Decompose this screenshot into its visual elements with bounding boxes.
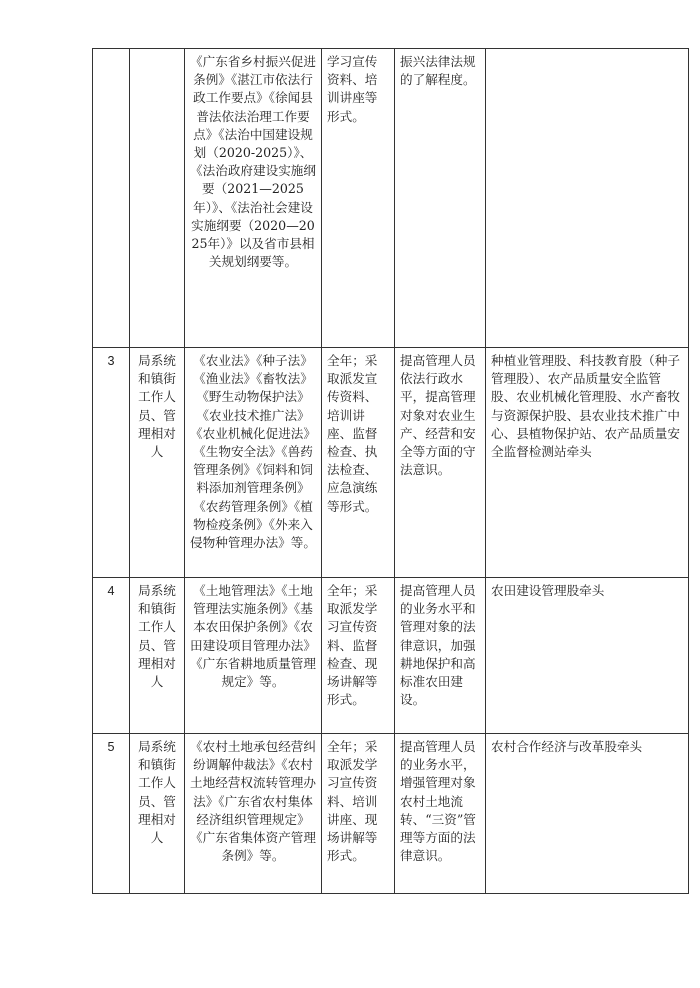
responsible-cell: 农田建设管理股牵头	[486, 578, 689, 734]
goal-cell: 提高管理人员的业务水平，增强管理对象农村土地流转、“三资”管理等方面的法律意识。	[395, 734, 486, 894]
table-row	[93, 348, 689, 578]
target-cell: 局系统和镇街工作人员、管理相对人	[130, 348, 185, 578]
laws-cell: 《土地管理法》《土地管理法实施条例》《基本农田保护条例》《农田建设项目管理办法》《广东省耕地质量管理规定》等。	[185, 578, 322, 734]
plan-table	[92, 48, 689, 894]
goal-cell: 振兴法律法规的了解程度。	[395, 49, 486, 348]
laws-cell: 《农业法》《种子法》《渔业法》《畜牧法》《野生动物保护法》《农业技术推广法》《农业机械化促进法》《生物安全法》《兽药管理条例》《饲料和饲料添加剂管理条例》《农药管理条例》《植物检疫条例》《外来入侵物种管理办法》等。	[185, 348, 322, 578]
target-cell: 局系统和镇街工作人员、管理相对人	[130, 734, 185, 894]
row-number: 5	[93, 734, 130, 894]
method-cell: 全年；采取派发宣传资料、培训讲座、监督检查、执法检查、应急演练等形式。	[322, 348, 395, 578]
row-number: 4	[93, 578, 130, 734]
method-cell: 全年；采取派发学习宣传资料、培训讲座、现场讲解等形式。	[322, 734, 395, 894]
laws-cell: 《广东省乡村振兴促进条例》《湛江市依法行政工作要点》《徐闻县普法依法治理工作要点》《法治中国建设规划（2020-2025）》、《法治政府建设实施纲要（2021—2025年）》、《法治社会建设实施纲要（2020—2025年）》以及省市县相关规划纲要等。	[185, 49, 322, 348]
method-cell: 全年；采取派发学习宣传资料、监督检查、现场讲解等形式。	[322, 578, 395, 734]
responsible-cell: 农村合作经济与改革股牵头	[486, 734, 689, 894]
method-cell: 学习宣传资料、培训讲座等形式。	[322, 49, 395, 348]
responsible-cell: 种植业管理股、科技教育股（种子管理股）、农产品质量安全监管股、农业机械化管理股、水产畜牧与资源保护股、县农业技术推广中心、县植物保护站、农产品质量安全监督检测站牵头	[486, 348, 689, 578]
goal-cell: 提高管理人员的业务水平和管理对象的法律意识，加强耕地保护和高标准农田建设。	[395, 578, 486, 734]
target-cell: 局系统和镇街工作人员、管理相对人	[130, 578, 185, 734]
table-row	[93, 578, 689, 734]
row-number	[93, 49, 130, 348]
table-row	[93, 49, 689, 348]
responsible-cell	[486, 49, 689, 348]
row-number: 3	[93, 348, 130, 578]
laws-cell: 《农村土地承包经营纠纷调解仲裁法》《农村土地经营权流转管理办法》《广东省农村集体经济组织管理规定》《广东省集体资产管理条例》等。	[185, 734, 322, 894]
target-cell	[130, 49, 185, 348]
goal-cell: 提高管理人员依法行政水平，提高管理对象对农业生产、经营和安全等方面的守法意识。	[395, 348, 486, 578]
table-row	[93, 734, 689, 894]
